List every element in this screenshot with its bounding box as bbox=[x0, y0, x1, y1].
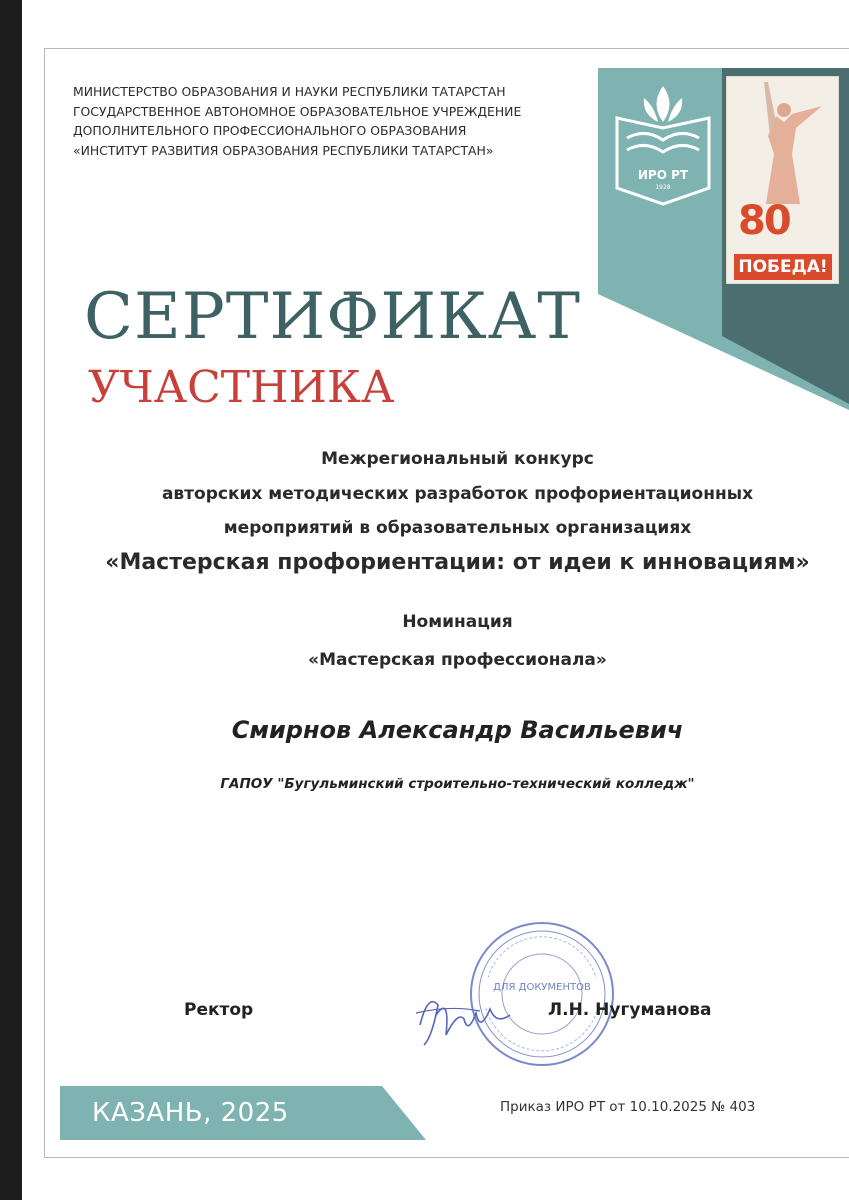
certificate-subtitle: УЧАСТНИКА bbox=[88, 362, 395, 413]
page-shadow bbox=[0, 0, 22, 1200]
recipient-organization: ГАПОУ "Бугульминский строительно-технический колледж" bbox=[220, 776, 695, 792]
ministry-header bbox=[73, 82, 613, 160]
recipient-name: Смирнов Александр Васильевич bbox=[231, 716, 684, 744]
certificate-title: СЕРТИФИКАТ bbox=[84, 280, 581, 354]
contest-line-2: авторских методических разработок профориентационных bbox=[161, 484, 754, 504]
ministry-line: «ИНСТИТУТ РАЗВИТИЯ ОБРАЗОВАНИЯ РЕСПУБЛИКИ ТАТАРСТАН» bbox=[73, 142, 494, 158]
city-year: КАЗАНЬ, 2025 bbox=[92, 1098, 289, 1128]
order-reference: Приказ ИРО РТ от 10.10.2025 № 403 bbox=[500, 1099, 756, 1115]
ministry-line: ДОПОЛНИТЕЛЬНОГО ПРОФЕССИОНАЛЬНОГО ОБРАЗОВАНИЯ bbox=[73, 123, 467, 138]
nomination-value: «Мастерская профессионала» bbox=[308, 650, 607, 670]
nomination-label: Номинация bbox=[402, 612, 513, 632]
ministry-line: ГОСУДАРСТВЕННОЕ АВТОНОМНОЕ ОБРАЗОВАТЕЛЬНОЕ УЧРЕЖДЕНИЕ bbox=[73, 103, 522, 119]
logo-year: 1928 bbox=[655, 184, 671, 191]
rector-label: Ректор bbox=[184, 1000, 254, 1020]
signature-icon bbox=[410, 975, 520, 1055]
contest-name: «Мастерская профориентации: от идеи к инновациям» bbox=[105, 550, 810, 575]
contest-line-1: Межрегиональный конкурс bbox=[321, 449, 594, 469]
poster-number: 80 bbox=[738, 198, 790, 244]
rector-name: Л.Н. Нугуманова bbox=[548, 1000, 712, 1020]
contest-line-3: мероприятий в образовательных организациях bbox=[223, 518, 692, 538]
poster-label: ПОБЕДА! bbox=[734, 254, 832, 280]
ministry-line: МИНИСТЕРСТВО ОБРАЗОВАНИЯ И НАУКИ РЕСПУБЛИКИ ТАТАРСТАН bbox=[73, 84, 506, 99]
stamp-text: ДЛЯ ДОКУМЕНТОВ bbox=[493, 982, 591, 993]
logo-text: ИРО РТ bbox=[637, 168, 689, 182]
